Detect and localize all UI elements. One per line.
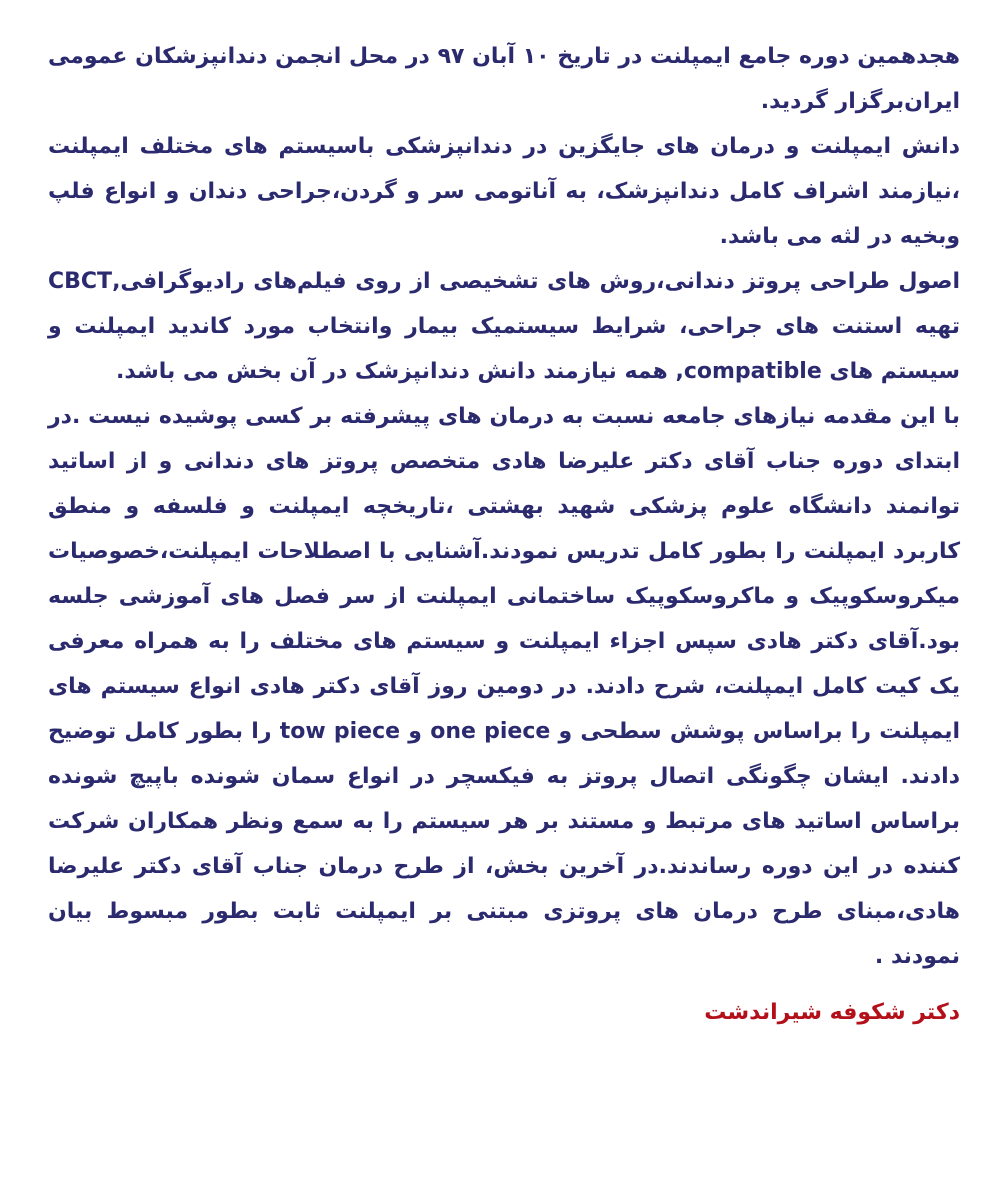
author-signature: دکتر شکوفه شیراندشت: [704, 1000, 960, 1025]
paragraph-prosthesis-principles: اصول طراحی پروتز دندانی،روش های تشخیصی از روی فیلم‌های رادیوگرافی,CBCT تهیه استنت های جراحی، شرایط سیستمیک بیمار وانتخاب مورد کاندید ایمپلنت و سیستم های compatible, همه نیازمند دانش دندانپزشک در آن بخش می باشد.: [48, 269, 960, 384]
paragraph-intro: هجدهمین دوره جامع ایمپلنت در تاریخ ۱۰ آبان ۹۷ در محل انجمن دندانپزشکان عمومی ایران‌برگزار گردید.: [48, 44, 960, 114]
paragraph-implant-knowledge: دانش ایمپلنت و درمان های جایگزین در دندانپزشکی باسیستم های مختلف ایمپلنت ،نیازمند اشراف کامل دندانپزشک، به آناتومی سر و گردن،جراحی دندان و انواع فلپ وبخیه در لثه می باشد.: [48, 134, 960, 249]
paragraph-course-summary: با این مقدمه نیازهای جامعه نسبت به درمان های پیشرفته بر کسی پوشیده نیست .در ابتدای دوره جناب آقای دکتر علیرضا هادی متخصص پروتز های دندانی و از اساتید توانمند دانشگاه علوم پزشکی شهید بهشتی ،تاریخچه ایمپلنت و فلسفه و منطق کاربرد ایمپلنت را بطور کامل تدریس نمودند.آشنایی با اصطلاحات ایمپلنت،خصوصیات میکروسکوپیک و ماکروسکوپیک ساختمانی ایمپلنت از سر فصل های آموزشی جلسه بود.آقای دکتر هادی سپس اجزاء ایمپلنت و سیستم های مختلف را به همراه معرفی یک کیت کامل ایمپلنت، شرح دادند. در دومین روز آقای دکتر هادی انواع سیستم های ایمپلنت را براساس پوشش سطحی و one piece و tow piece را بطور کامل توضیح دادند. ایشان چگونگی اتصال پروتز به فیکسچر در انواع سمان شونده باپیچ شونده براساس اساتید های مرتبط و مستند بر هر سیستم را به سمع ونظر همکاران شرکت کننده در این دوره رساندند.در آخرین بخش، از طرح درمان جناب آقای دکتر علیرضا هادی،مبنای طرح درمان های پروتزی مبتنی بر ایمپلنت ثابت بطور مبسوط بیان نمودند .: [48, 404, 961, 969]
article: [48, 34, 960, 1033]
